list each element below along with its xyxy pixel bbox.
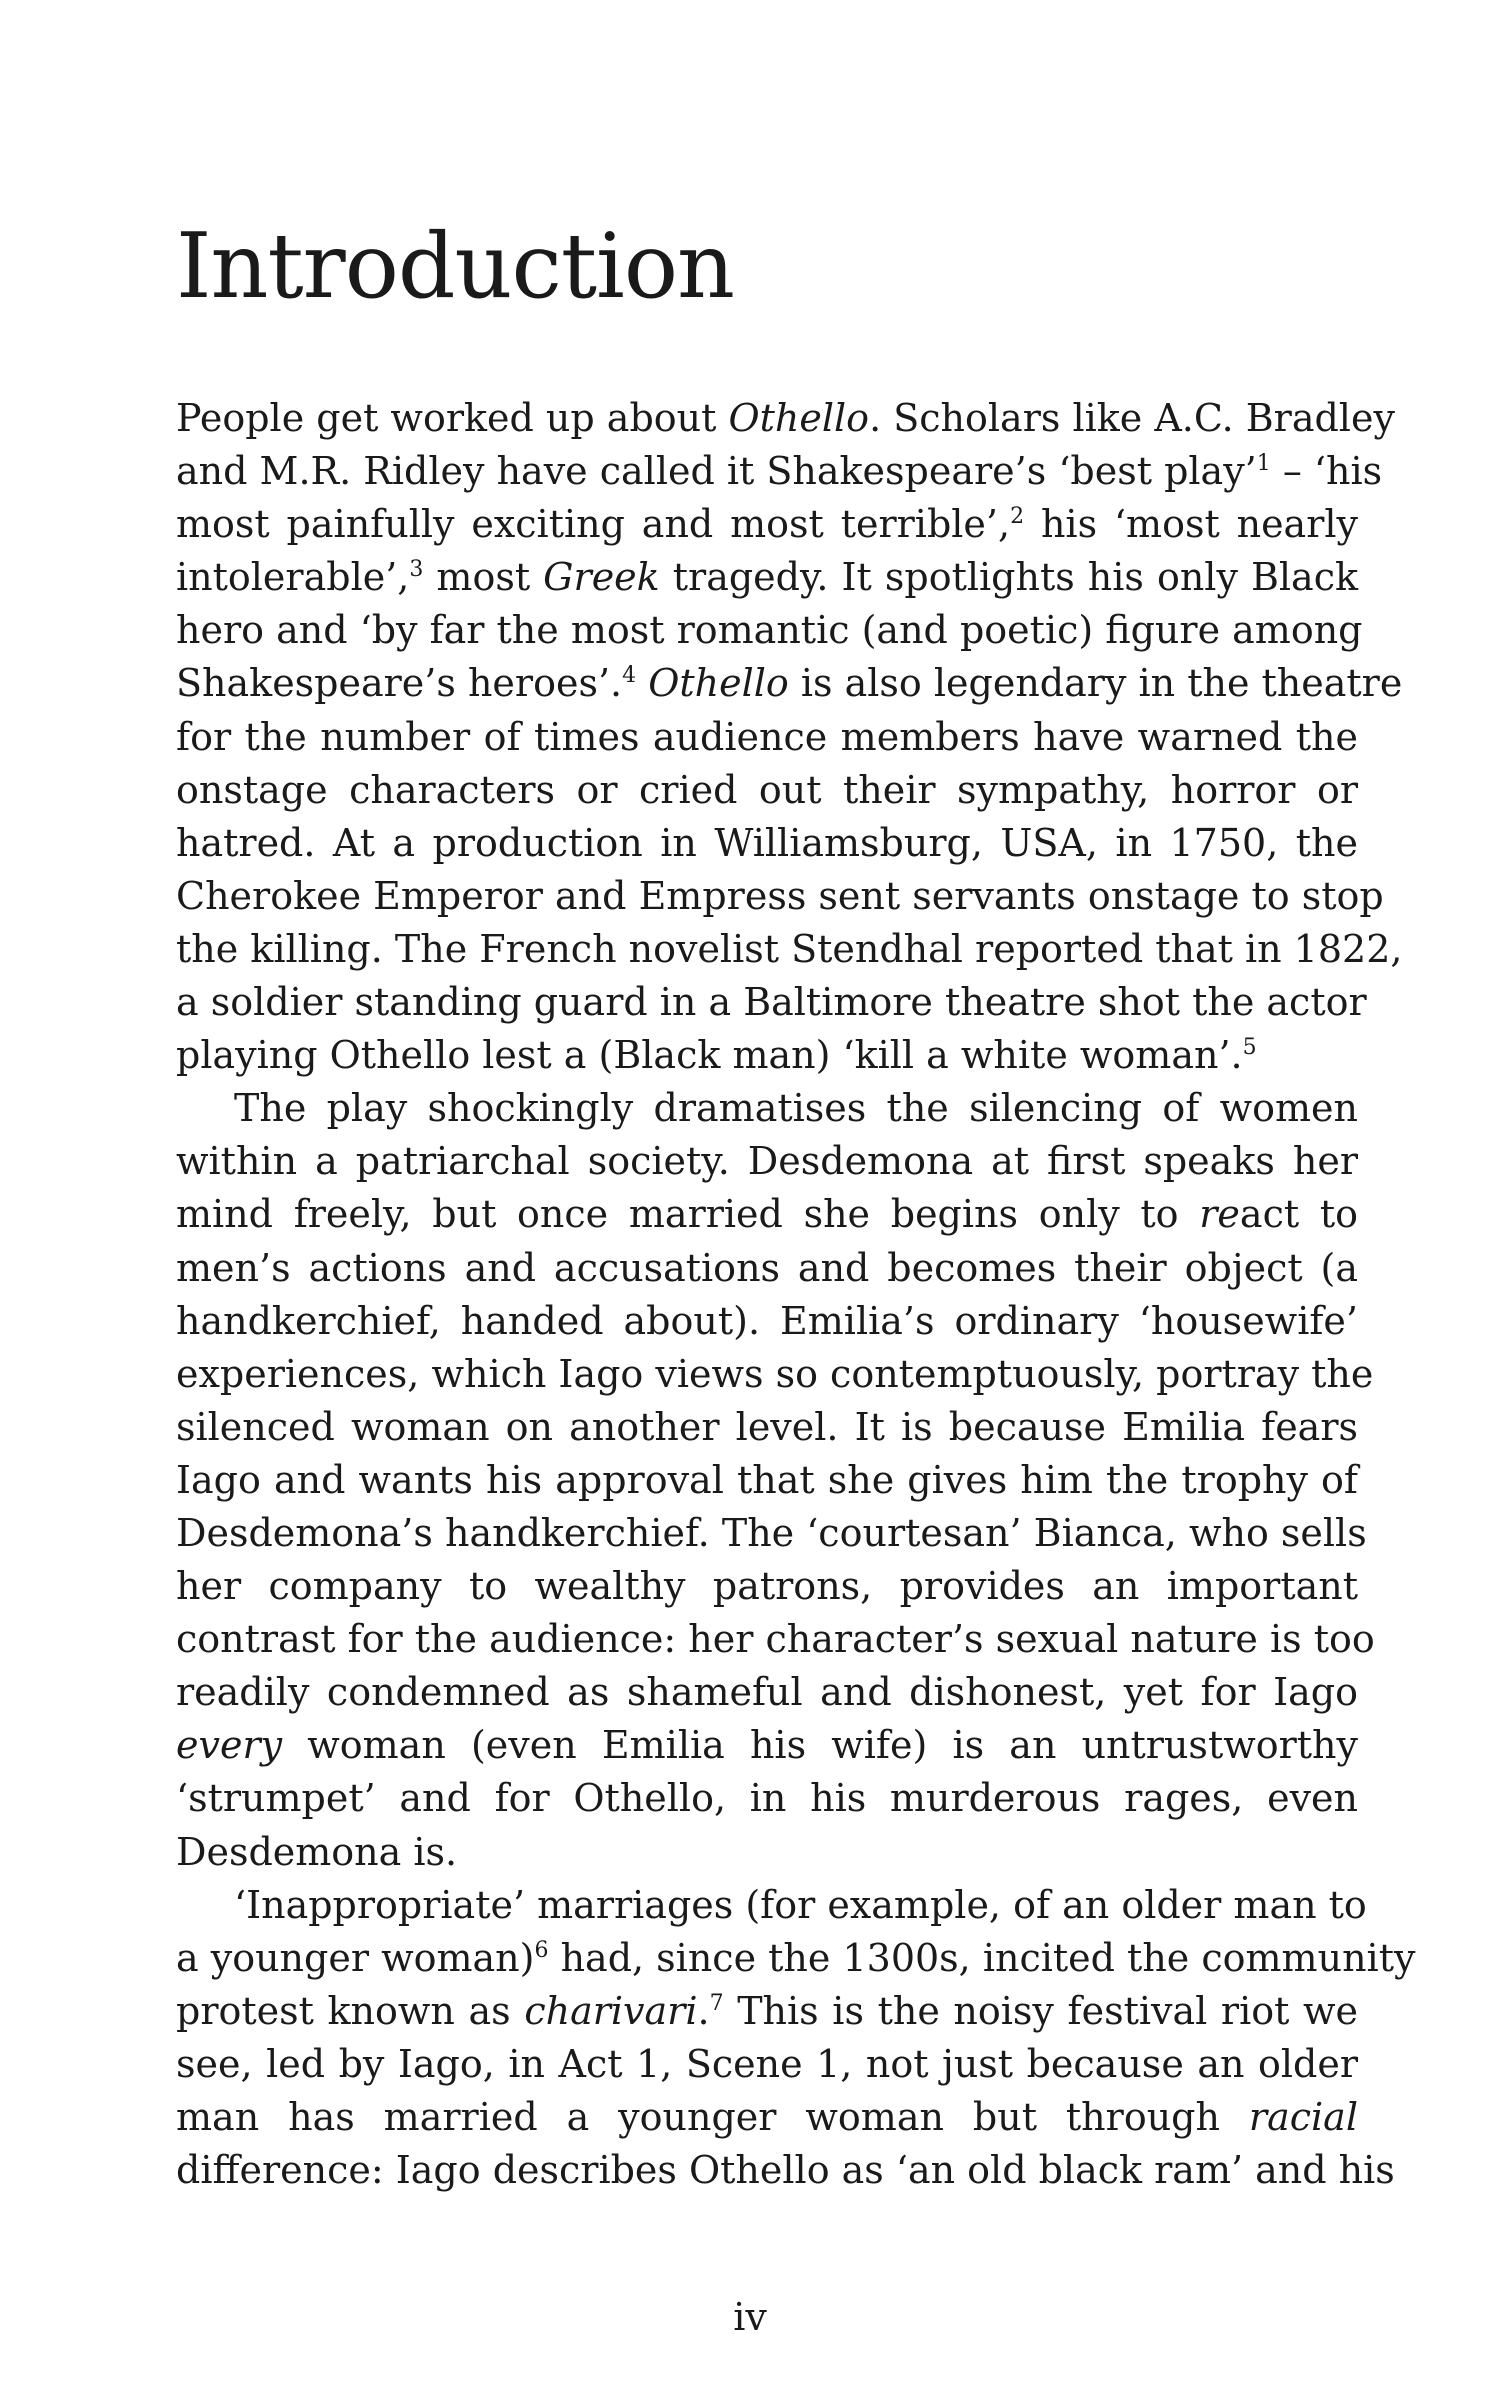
text-run: the killing. The French novelist Stendhal reported that in 1822, (176, 926, 1403, 971)
body-text (176, 392, 1416, 2197)
text-run: mind freely, but once married she begins only to (176, 1192, 1200, 1237)
text-run: Shakespeare’s heroes’. (176, 661, 623, 706)
text-line (176, 817, 1358, 870)
text-run: – ‘his (1270, 449, 1383, 494)
text-run: experiences, which Iago views so contemptuously, portray the (176, 1351, 1374, 1396)
italic-text: Greek (543, 555, 660, 600)
text-line (176, 2091, 1358, 2144)
text-run: man has married a younger woman but through (176, 2095, 1249, 2139)
text-run: ‘strumpet’ and for Othello, in his murderous rages, even (176, 1776, 1358, 1821)
footnote-marker: 1 (1256, 451, 1271, 477)
text-run: . (697, 1988, 710, 2033)
text-line (176, 1879, 1367, 1932)
text-line (176, 2038, 1358, 2091)
text-run: tragedy. It spotlights his only Black (659, 555, 1359, 600)
footnote-marker: 7 (709, 1990, 724, 2016)
text-run: his ‘most nearly (1024, 502, 1358, 547)
text-line (176, 1242, 1358, 1295)
page-title: Introduction (176, 214, 734, 319)
text-line (176, 1932, 1416, 1985)
text-run (636, 661, 648, 705)
italic-text: every (176, 1723, 283, 1768)
footnote-marker: 5 (1242, 1035, 1257, 1061)
text-line (176, 1985, 1358, 2038)
text-line (176, 445, 1383, 498)
text-run: woman (even Emilia his wife) is an untrustworthy (282, 1723, 1358, 1768)
text-run: men’s actions and accusations and becomes their object (a (176, 1245, 1358, 1290)
text-run: ‘Inappropriate’ marriages (for example, of an older man to (234, 1882, 1367, 1927)
text-run: Iago and wants his approval that she gives him the trophy of (176, 1457, 1358, 1502)
text-line (176, 1560, 1358, 1613)
text-run: had, since the 1300s, incited the community (548, 1935, 1416, 1980)
text-run: Cherokee Emperor and Empress sent servants onstage to stop (176, 873, 1384, 918)
text-run: hatred. At a production in Williamsburg, USA, in 1750, the (176, 820, 1358, 865)
italic-text: racial (1248, 2095, 1358, 2139)
text-run: and M.R. Ridley have called it Shakespeare’s ‘best play’ (176, 449, 1257, 494)
page-number: iv (733, 2295, 767, 2339)
footnote-marker: 6 (534, 1937, 549, 1963)
footnote-marker: 3 (409, 557, 424, 583)
text-run: most painfully exciting and most terrible’, (176, 502, 1011, 547)
text-line (176, 1401, 1358, 1454)
text-line (176, 1082, 1358, 1135)
text-run: for the number of times audience members have warned the (176, 714, 1358, 759)
text-line (176, 1135, 1358, 1188)
text-line (176, 870, 1384, 923)
text-line (176, 923, 1403, 976)
text-line (176, 498, 1358, 551)
text-line (176, 1454, 1358, 1507)
text-run: onstage characters or cried out their sympathy, horror or (176, 767, 1358, 812)
text-run: is also legendary in the theatre (788, 661, 1403, 706)
footnote-marker: 2 (1010, 504, 1025, 530)
text-line (176, 711, 1358, 764)
text-run: a younger woman) (176, 1935, 535, 1980)
text-line (176, 1826, 1358, 1879)
text-run: intolerable’, (176, 555, 410, 600)
text-line (176, 976, 1367, 1029)
text-run: . Scholars like A.C. Bradley (869, 396, 1395, 440)
text-line (176, 1295, 1358, 1348)
text-line (176, 657, 1403, 710)
text-run: Desdemona’s handkerchief. The ‘courtesan’ Bianca, who sells (176, 1510, 1367, 1555)
text-run: Desdemona is. (176, 1829, 458, 1874)
text-line (176, 764, 1358, 817)
italic-text: re (1199, 1192, 1240, 1237)
text-run: within a patriarchal society. Desdemona at first speaks her (176, 1139, 1358, 1184)
text-run: contrast for the audience: her character’s sexual nature is too (176, 1617, 1375, 1662)
text-line (176, 1507, 1367, 1560)
text-run: People get worked up about (176, 396, 729, 440)
text-line (176, 1613, 1375, 1666)
text-line (176, 1772, 1358, 1825)
italic-text: Othello (648, 661, 789, 706)
text-line (176, 392, 1395, 445)
text-run: playing Othello lest a (Black man) ‘kill a white woman’. (176, 1033, 1243, 1078)
text-line (176, 551, 1358, 604)
text-line (176, 1348, 1374, 1401)
text-line (176, 2144, 1395, 2197)
text-line (176, 604, 1363, 657)
text-run: hero and ‘by far the most romantic (and poetic) figure among (176, 608, 1363, 653)
text-line (176, 1029, 1358, 1082)
text-run: act to (1239, 1192, 1358, 1237)
text-run: her company to wealthy patrons, provides an important (176, 1564, 1358, 1609)
text-run: most (423, 555, 544, 600)
footnote-marker: 4 (622, 663, 637, 689)
text-line (176, 1666, 1358, 1719)
text-line (176, 1719, 1358, 1772)
text-run: a soldier standing guard in a Baltimore theatre shot the actor (176, 980, 1367, 1025)
italic-text: Othello (728, 396, 870, 440)
text-line (176, 1188, 1358, 1241)
text-run: The play shockingly dramatises the silencing of women (234, 1086, 1358, 1131)
text-run: silenced woman on another level. It is because Emilia fears (176, 1404, 1358, 1449)
text-run: see, led by Iago, in Act 1, Scene 1, not just because an older (176, 2041, 1358, 2086)
italic-text: charivari (524, 1988, 698, 2033)
text-run: handkerchief, handed about). Emilia’s ordinary ‘housewife’ (176, 1298, 1358, 1343)
text-run: readily condemned as shameful and dishonest, yet for Iago (176, 1670, 1358, 1715)
text-run: protest known as (176, 1988, 525, 2033)
text-run: difference: Iago describes Othello as ‘an old black ram’ and his (176, 2148, 1395, 2193)
text-run: This is the noisy festival riot we (723, 1988, 1359, 2033)
